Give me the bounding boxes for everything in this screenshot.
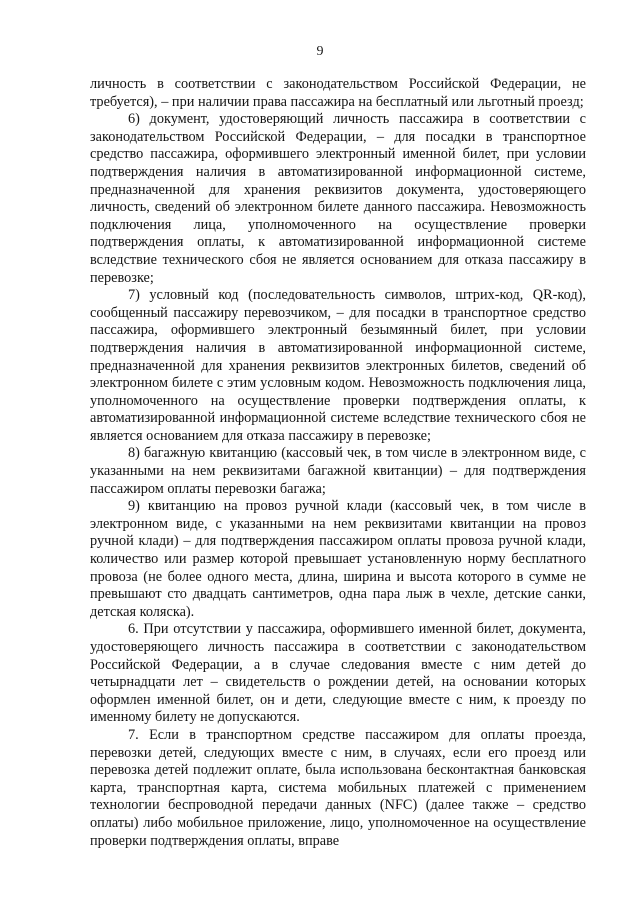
paragraph-item-7-conditional-code: 7) условный код (последовательность символов, штрих-код, QR-код), сообщенный пассажиру перевозчиком, – для посадки в транспортное средство пассажира, оформившего электронный безымянный билет, при условии подтверждения наличия в автоматизированной информационной системе, предназначенной для хранения реквизитов электронных билетов, сведений об электронном билете с этим условным кодом. Невозможность подключения лица, уполномоченного на осуществление проверки подтверждения оплаты, к автоматизированной информационной системе вследствие технического сбоя не является основанием для отказа пассажиру в перевозке;: [90, 287, 586, 444]
paragraph-item-9-hand-luggage-receipt: 9) квитанцию на провоз ручной клади (кассовый чек, в том числе в электронном виде, с указанными на нем реквизитами квитанции на провоз ручной клади) – для подтверждения пассажиром оплаты провоза ручной клади, количество или размер которой превышает установленную норму бесплатного провоза (не более одного места, длина, ширина и высота которого в сумме не превышают сто двадцать сантиметров, одна пара лыж в чехле, детские санки, детская коляска).: [90, 498, 586, 620]
paragraph-item-8-baggage-receipt: 8) багажную квитанцию (кассовый чек, в том числе в электронном виде, с указанными на нем реквизитами багажной квитанции) – для подтверждения пассажиром оплаты перевозки багажа;: [90, 445, 586, 497]
paragraph-item-6-identity-document: 6) документ, удостоверяющий личность пассажира в соответствии с законодательством Российской Федерации, – для посадки в транспортное средство пассажира, оформившего электронный именной билет, при условии подтверждения наличия в автоматизированной информационной системе, предназначенной для хранения реквизитов документа, удостоверяющего личность, сведений об электронном билете данного пассажира. Невозможность подключения лица, уполномоченного на осуществление проверки подтверждения оплаты, к автоматизированной информационной системе вследствие технического сбоя не является основанием для отказа пассажиру в перевозке;: [90, 111, 586, 286]
page-number: 9: [316, 44, 324, 59]
paragraph-section-7: 7. Если в транспортном средстве пассажиром для оплаты проезда, перевозки детей, следующих вместе с ним, в случаях, если его проезд или перевозка детей подлежит оплате, была использована бесконтактная банковская карта, транспортная карта, система мобильных платежей с применением технологии беспроводной передачи данных (NFC) (далее также – средство оплаты) либо мобильное приложение, лицо, уполномоченное на осуществление проверки подтверждения оплаты, вправе: [90, 726, 586, 849]
paragraph-continuation: личность в соответствии с законодательством Российской Федерации, не требуется), – при наличии права пассажира на бесплатный или льготный проезд;: [90, 76, 586, 110]
paragraph-section-6: 6. При отсутствии у пассажира, оформившего именной билет, документа, удостоверяющего личность пассажира в соответствии с законодательством Российской Федерации, а в случае следования вместе с ним детей до четырнадцати лет – свидетельств о рождении детей, на основании которых оформлен именной билет, он и дети, следующие вместе с ним, к проезду по именному билету не допускаются.: [90, 621, 586, 726]
document-body: [90, 76, 586, 850]
